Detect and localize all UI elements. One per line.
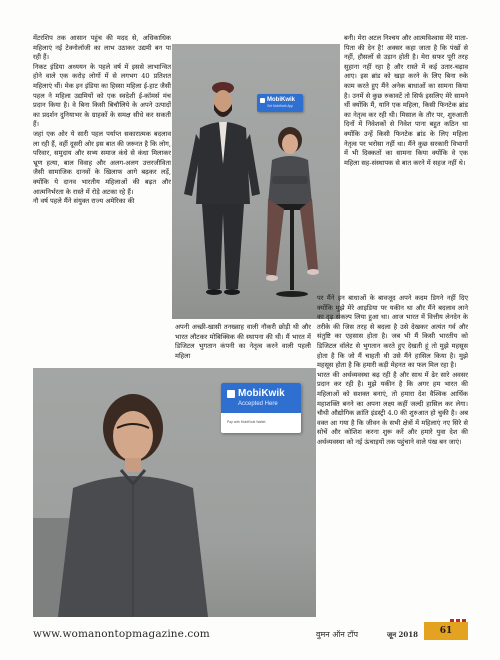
paragraph: नौ वर्ष पहले मैंने संयुक्त राज्य अमेरिका की	[33, 197, 135, 206]
banner-brand: MobiKwik	[267, 97, 295, 103]
paragraph: अपनी अच्छी-खासी तनख्वाह वाली नौकरी छोड़ी थी और भारत लौटकर मोबिक्विक की स्थापना की थी। मैं भारत में डिजिटल भुगतान कंपनी का नेतृत्व करने वाली पहली महिला	[175, 323, 311, 360]
paragraph: मेंटरशिप तक आसान पहुंच की मदद से, अधिकाधिक महिलाएं नई टेक्नोलॉजी का लाभ उठाकर उद्यमी बन पा रही हैं।	[33, 34, 171, 62]
founders-illustration	[172, 44, 340, 319]
mobikwik-banner-small	[257, 94, 303, 112]
mobikwik-logo-icon	[260, 98, 265, 103]
paragraph: निकट इंडिया अध्ययन के पहले वर्ष में इससे लाभान्वित होने वाले एक करोड़ लोगों में से लगभग 40 प्रतिशत महिलाएं थीं। मेक इन इंडिया का हिस्सा महिला ई-हाट जैसी पहल ने महिला उद्यमियों को एक स्वदेशी ई-कॉमर्स मंच प्रदान किया है। वे बिना किसी बिचौलिये के अपने उत्पादों का प्रदर्शन दुनियाभर के ग्राहकों के समक्ष सीधे कर सकती हैं।	[33, 62, 171, 129]
article-column-left	[33, 34, 171, 207]
banner-subtitle: Accepted Here	[238, 401, 278, 407]
founders-photo	[172, 44, 340, 319]
article-column-middle	[175, 323, 311, 361]
paragraph: पर मैंने इन बाधाओं के बावजूद अपने कदम डिगने नहीं दिए क्योंकि मुझे मेरे आइडिया पर यकीन था और मैंने बदलाव लाने का दृढ़ संकल्प लिया हुआ था। आज भारत में वित्तीय लेनदेन के तरीके की जिस तरह से बदला है उसे देखकर अत्यंत गर्व और संतुष्टि का एहसास होता है। जब भी मैं किसी भारतीय को डिजिटल वॉलेट से भुगतान करते हुए देखती हूं तो मुझे महसूस होता है कि जो मैं चाहती थी उसे मैंने हासिल किया है। मुझे महसूस होता है कि हमारी कड़ी मेहनत का फल मिल रहा है।	[317, 294, 468, 370]
banner-subtitle: Get MobiKwik App	[267, 104, 294, 108]
article-column-right-lower	[317, 294, 468, 448]
article-column-right-upper	[344, 34, 468, 168]
magazine-website-link[interactable]: www.womanontopmagazine.com	[33, 628, 210, 640]
mobikwik-logo-icon	[227, 390, 235, 398]
magazine-name: वुमन ऑन टॉप	[316, 630, 359, 639]
mobikwik-accepted-banner	[221, 383, 301, 433]
paragraph: बनी। मेरा अटल निश्चय और आत्मविश्वास मेरे माता-पिता की देन है! अक्सर कहा जाता है कि पंखों से नहीं, हौसलों से उड़ान होती है। मेरा सफर पूरी तरह सुहाना नहीं रहा है और रास्ते में कई उतार-चढ़ाव आए। इस ब्रांड को खड़ा करने के लिए बिना रुके काम करते हुए मैंने अनेक बाधाओं का सामना किया है। उनमें से कुछ रुकावटें तो सिर्फ इसलिए मेरे सामने थीं क्योंकि मैं, यानि एक महिला, किसी फिनटेक ब्रांड का नेतृत्व कर रही थी। मिसाल के तौर पर, शुरुआती दिनों में निवेशकों से निवेश पाना बहुत कठिन था क्योंकि उन्हें किसी फिनटेक ब्रांड के लिए महिला नेतृत्व पर भरोसा नहीं था। मैंने कुछ सरकारी विभागों में भी दिक्कतों का सामना किया क्योंकि वे एक महिला सह-संस्थापक से बात करने में सहज नहीं थे।	[344, 34, 468, 167]
article-end-mark	[450, 608, 468, 612]
portrait-photo	[33, 368, 316, 617]
paragraph: भारत की अर्थव्यवस्था बढ़ रही है और साथ में ढेर सारे अवसर प्रदान कर रही है। मुझे यकीन है कि अगर हम भारत की महिलाओं को सशक्त बनाएं, तो हमारा देश वैश्विक आर्थिक महाशक्ति बनने का अपना लक्ष्य कहीं जल्दी हासिल कर लेगा। चौथी औद्योगिक क्रांति इंडस्ट्री 4.0 की शुरुआत हो चुकी है। अब वक्त आ गया है कि जीवन के सभी क्षेत्रों में महिलाएं नए सिरे से सोचें और कोशिश करना शुरू करें और हमारे युवा देश की अर्थव्यवस्था को नई ऊंचाइयों तक पहुंचाने वाले पंख बन जाएं।	[317, 370, 468, 446]
banner-brand: MobiKwik	[238, 388, 285, 399]
paragraph: जहां एक ओर ये सारी पहल पर्याप्त सकारात्मक बदलाव ला रही हैं, वहीं दूसरी ओर इस बात की जरूरत है कि लोग, परिवार, समुदाय और सभ्य समाज कंधे से कंधा मिलाकर भ्रूण हत्या, बाल विवाह और अलग-अलग उत्तरजीविता जैसी सामाजिक दानवों के खिलाफ आगे बढ़कर लड़ें, क्योंकि ये दानव भारतीय महिलाओं की बढ़त और आत्मनिर्भरता के रास्ते में रोड़े अटका रहे हैं।	[33, 129, 171, 196]
page-number: 61	[424, 622, 468, 640]
issue-date: जून 2018	[387, 630, 418, 639]
banner-fine-print: Pay with MobiKwik Wallet	[227, 420, 266, 424]
